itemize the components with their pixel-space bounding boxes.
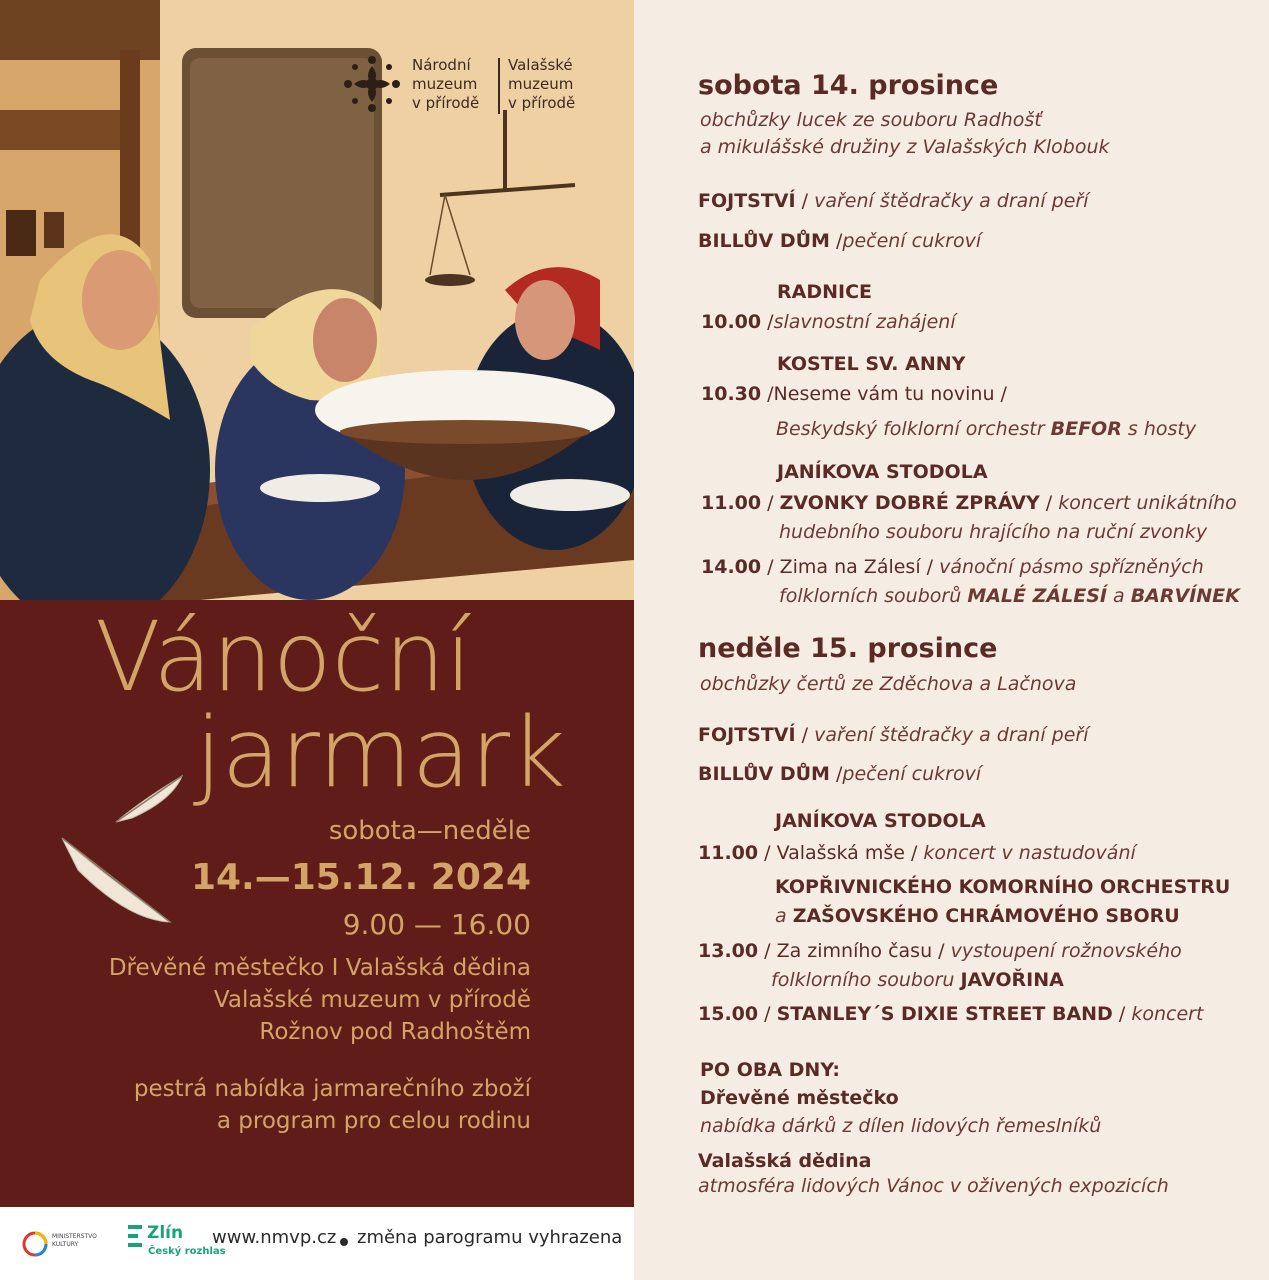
sun-mse-desc: koncert v nastudování: [923, 842, 1136, 864]
sat-kostel-desc: /Neseme vám tu novinu /: [761, 383, 1007, 405]
sat-s2-barvinek: BARVÍNEK: [1130, 585, 1240, 607]
sun-mse-zasovsky: ZAŠOVSKÉHO CHRÁMOVÉHO SBORU: [792, 905, 1180, 927]
sun-billuv-row: [698, 763, 981, 785]
feather-small-icon: [112, 770, 192, 830]
sat-s2-male-zalesi: MALÉ ZÁLESÍ: [967, 585, 1107, 607]
sunday-heading: neděle 15. prosince: [698, 633, 998, 664]
both-a-name: Dřevěné městečko: [700, 1087, 899, 1109]
sun-mse-time: 11.00: [698, 842, 759, 864]
saturday-sub2: a mikulášské družiny z Valašských Klobouk: [700, 136, 1110, 158]
sun-fojtstvi-desc: vaření štědračky a draní peří: [814, 724, 1089, 746]
sat-stodola: JANÍKOVA STODOLA: [777, 461, 988, 483]
sun-zimni-javorina: JAVOŘINA: [960, 969, 1064, 991]
both-days-heading: PO OBA DNY:: [700, 1059, 841, 1081]
website-link[interactable]: www.nmvp.cz: [212, 1227, 337, 1248]
sun-dixie-desc: koncert: [1131, 1003, 1204, 1025]
sat-billuv-desc: pečení cukroví: [842, 230, 982, 252]
sat-billuv-row: [698, 230, 981, 252]
footer-strip: [0, 1207, 634, 1280]
sun-fojtstvi-name: FOJTSTVÍ: [698, 724, 796, 746]
sun-dixie-sep2: /: [1112, 1003, 1132, 1025]
sun-dixie-row: [698, 1003, 1203, 1025]
museum-logo: [340, 52, 600, 122]
both-a-desc: nabídka dárků z dílen lidových řemeslníků: [700, 1115, 1102, 1137]
poster-dates: 14.—15.12. 2024: [190, 857, 531, 898]
sat-fojtstvi-sep: /: [795, 190, 815, 212]
sat-s1-title: ZVONKY DOBRÉ ZPRÁVY: [779, 492, 1040, 514]
sun-dixie-sep: /: [758, 1003, 777, 1025]
sunday-sub1: obchůzky čertů ze Zděchova a Lačnova: [700, 673, 1077, 695]
sun-billuv-sep: /: [829, 763, 843, 785]
footer-bullet: [340, 1238, 348, 1246]
sat-s2-time: 14.00: [701, 556, 762, 578]
sat-s1-sep2: /: [1039, 492, 1059, 514]
sat-radnice-time: 10.00: [701, 311, 762, 333]
sun-fojtstvi-sep: /: [795, 724, 815, 746]
sun-mse-title: / Valašská mše /: [758, 842, 924, 864]
logo-divider: [498, 58, 500, 114]
sat-kostel-line2-c: s hosty: [1121, 418, 1197, 440]
sun-mse-line2: KOPŘIVNICKÉHO KOMORNÍHO ORCHESTRU: [775, 876, 1231, 898]
sat-s2-desc: vánoční pásmo spřízněných: [939, 556, 1204, 578]
sat-radnice-desc: slavnostní zahájení: [773, 311, 956, 333]
sat-fojtstvi-desc: vaření štědračky a draní peří: [814, 190, 1089, 212]
saturday-sub1: obchůzky lucek ze souboru Radhošť: [700, 109, 1042, 131]
feather-large-icon: [58, 830, 178, 930]
ornament-logo-icon: [340, 52, 404, 116]
poster-panel: [0, 0, 634, 1207]
sun-mse-line3-a: a: [775, 905, 793, 927]
sat-s2-line2: [779, 585, 1240, 607]
logo-right-line3: v přírodě: [508, 94, 576, 112]
sun-zimni-row: [698, 940, 1182, 962]
sat-kostel-line2-a: Beskydský folklorní orchestr: [776, 418, 1051, 440]
sun-dixie-title: STANLEY´S DIXIE STREET BAND: [776, 1003, 1113, 1025]
logo-left-line2: muzeum: [412, 75, 478, 93]
sat-s1-desc: koncert unikátního: [1058, 492, 1237, 514]
title-line2: jarmark: [195, 697, 566, 809]
sun-stodola: JANÍKOVA STODOLA: [775, 810, 986, 832]
sun-zimni-desc: vystoupení rožnovského: [950, 940, 1182, 962]
sat-fojtstvi-name: FOJTSTVÍ: [698, 190, 796, 212]
sat-kostel-row: [701, 383, 1007, 405]
sat-s1-sep: /: [761, 492, 780, 514]
sun-mse-row: [698, 842, 1136, 864]
sun-zimni-time: 13.00: [698, 940, 759, 962]
sat-billuv-sep: /: [829, 230, 843, 252]
sun-billuv-desc: pečení cukroví: [842, 763, 982, 785]
title-line1: Vánoční: [95, 601, 472, 713]
sat-kostel-befor: BEFOR: [1050, 418, 1122, 440]
both-b-name: Valašská dědina: [698, 1150, 872, 1172]
sun-fojtstvi-row: [698, 724, 1089, 746]
sat-s2-line2-a: folklorních souborů: [779, 585, 968, 607]
sat-fojtstvi-row: [698, 190, 1089, 212]
poster-place3: Rožnov pod Radhoštěm: [259, 1019, 531, 1045]
sun-billuv-name: BILLŮV DŮM: [698, 763, 830, 785]
sat-s2-title: / Zima na Zálesí /: [761, 556, 940, 578]
sun-zimni-line2: [771, 969, 1064, 991]
sat-radnice-sep: /: [761, 311, 774, 333]
sun-mse-line3: [775, 905, 1180, 927]
ministry-logo-icon: [22, 1231, 48, 1257]
sat-s1-time: 11.00: [701, 492, 762, 514]
sat-stodola-row1: [701, 492, 1237, 514]
ministry-label: MINISTERSTVO KULTURY: [52, 1233, 97, 1248]
saturday-heading: sobota 14. prosince: [698, 70, 999, 101]
rozhlas-label: Český rozhlas: [148, 1246, 226, 1257]
poster-place2: Valašské muzeum v přírodě: [213, 987, 531, 1013]
sat-stodola-row2: [701, 556, 1204, 578]
sat-kostel: KOSTEL SV. ANNY: [777, 353, 966, 375]
poster-hours: 9.00 — 16.00: [342, 908, 531, 941]
both-b-desc: atmosféra lidových Vánoc v oživených expozicích: [698, 1175, 1169, 1197]
sat-kostel-time: 10.30: [701, 383, 762, 405]
sun-dixie-time: 15.00: [698, 1003, 759, 1025]
zlin-label: Zlín: [147, 1223, 184, 1243]
sat-s1-line2: hudebního souboru hrajícího na ruční zvonky: [779, 521, 1208, 543]
logo-right-line2: muzeum: [508, 75, 574, 93]
program-panel: [634, 0, 1269, 1280]
sat-kostel-line2: [776, 418, 1196, 440]
logo-left-line1: Národní: [412, 56, 471, 74]
sun-zimni-line2-a: folklorního souboru: [771, 969, 961, 991]
sat-billuv-name: BILLŮV DŮM: [698, 230, 830, 252]
sat-radnice: RADNICE: [777, 281, 872, 303]
sat-s2-line2-c: a: [1106, 585, 1131, 607]
poster-days: sobota—neděle: [328, 816, 531, 846]
poster-offer1: pestrá nabídka jarmarečního zboží: [133, 1076, 531, 1102]
poster-place1: Dřevěné městečko I Valašská dědina: [108, 955, 531, 981]
logo-left-line3: v přírodě: [412, 94, 480, 112]
sat-radnice-row: [701, 311, 956, 333]
logo-right-line1: Valašské: [508, 56, 573, 74]
rozhlas-logo-icon: [128, 1225, 144, 1247]
sun-zimni-title: / Za zimního času /: [758, 940, 951, 962]
poster-offer2: a program pro celou rodinu: [216, 1108, 531, 1134]
program-change-note: změna parogramu vyhrazena: [357, 1227, 623, 1248]
